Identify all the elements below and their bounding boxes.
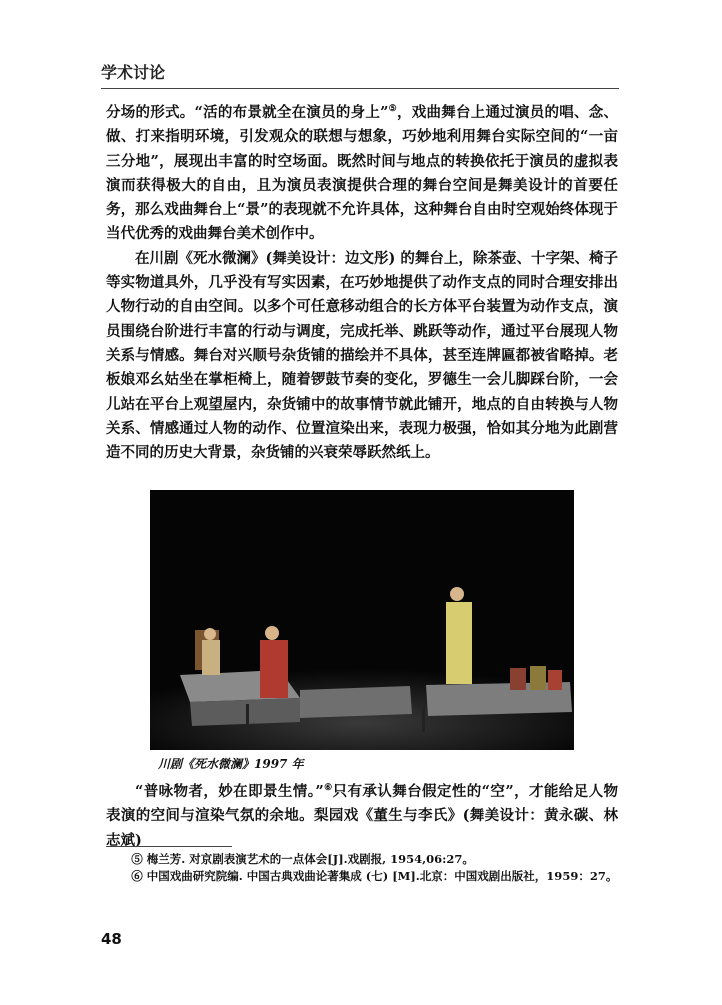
- seated-figure-3: [548, 670, 562, 690]
- actress-seated: [202, 640, 220, 675]
- footnote-5: ⑤ 梅兰芳. 对京剧表演艺术的一点体会[J].戏剧报, 1954,06:27。: [131, 852, 474, 866]
- actor-yellow-robe: [446, 602, 472, 684]
- paragraph-3: [106, 780, 618, 853]
- foreground-mic-1: [246, 704, 249, 730]
- paragraph-1-text-a: 分场的形式。“活的布景就全在演员的身上”: [106, 104, 389, 121]
- paragraph-2: 在川剧《死水微澜》(舞美设计：边文彤) 的舞台上，除茶壶、十字架、椅子等实物道具外，几乎没有写实因素，在巧妙地提供了动作支点的同时合理安排出人物行动的自由空间。以多个可任意移动组合的长方体平台装置为动作支点，演员围绕台阶进行丰富的行动与调度，完成托举、跳跃等动作，通过平台展现人物关系与情感。舞台对兴顺号杂货铺的描绘并不具体，甚至连牌匾都被省略掉。老板娘邓幺姑坐在掌柜椅上，随着锣鼓节奏的变化，罗德生一会儿脚踩台阶，一会儿站在平台上观望屋内，杂货铺中的故事情节就此铺开，地点的自由转换与人物关系、情感通过人物的动作、位置渲染出来，表现力极强，恰如其分地为此剧营造不同的历史大背景，杂货铺的兴衰荣辱跃然纸上。: [106, 249, 618, 462]
- foreground-mic-2: [422, 706, 425, 732]
- footnote-rule: [106, 846, 232, 847]
- stage-platform-center: [300, 686, 412, 718]
- body-text-bottom: [106, 780, 618, 853]
- footnote-ref-5[interactable]: ⑤: [388, 104, 397, 115]
- footnote-6: ⑥ 中国戏曲研究院编. 中国古典戏曲论著集成 (七) [M].北京：中国戏剧出版社，1959：27。: [131, 869, 618, 883]
- body-text-top: [106, 101, 618, 465]
- seated-figure-2: [530, 666, 546, 690]
- stage-platform-left-front: [190, 698, 300, 726]
- stage-photo-illustration: [150, 490, 574, 750]
- paragraph-1: [106, 101, 618, 247]
- actor-red-robe: [260, 640, 288, 698]
- running-header: 学术讨论: [101, 63, 166, 82]
- paragraph-3-text-b: 只有承认舞台假定性的“空”，才能给足人物表演的空间与渲染气氛的余地。梨园戏《董生与李氏》(舞美设计：黄永碳、林志斌): [106, 783, 618, 849]
- stage-photo: [150, 490, 574, 750]
- paragraph-3-text-a: “普咏物者，妙在即景生情。”: [135, 783, 324, 800]
- actor-yellow-head: [450, 587, 464, 601]
- figure-caption: 川剧《死水微澜》1997 年: [158, 757, 304, 771]
- paragraph-1-text-b: ，戏曲舞台上通过演员的唱、念、做、打来指明环境，引发观众的联想与想象，巧妙地利用舞台实际空间的“一亩三分地”，展现出丰富的时空场面。既然时间与地点的转换依托于演员的虚拟表演而获得极大的自由，且为演员表演提供合理的舞台空间是舞美设计的首要任务，那么戏曲舞台上“景”的表现就不允许具体，这种舞台自由时空观始终体现于当代优秀的戏曲舞台美术创作中。: [106, 104, 618, 243]
- actor-red-head: [265, 626, 279, 640]
- header-rule: [101, 88, 619, 89]
- page-number: 48: [101, 930, 122, 948]
- footnotes: [106, 851, 618, 885]
- seated-figure-1: [510, 668, 526, 690]
- footnote-ref-6[interactable]: ⑥: [323, 783, 333, 794]
- actress-head: [204, 628, 216, 640]
